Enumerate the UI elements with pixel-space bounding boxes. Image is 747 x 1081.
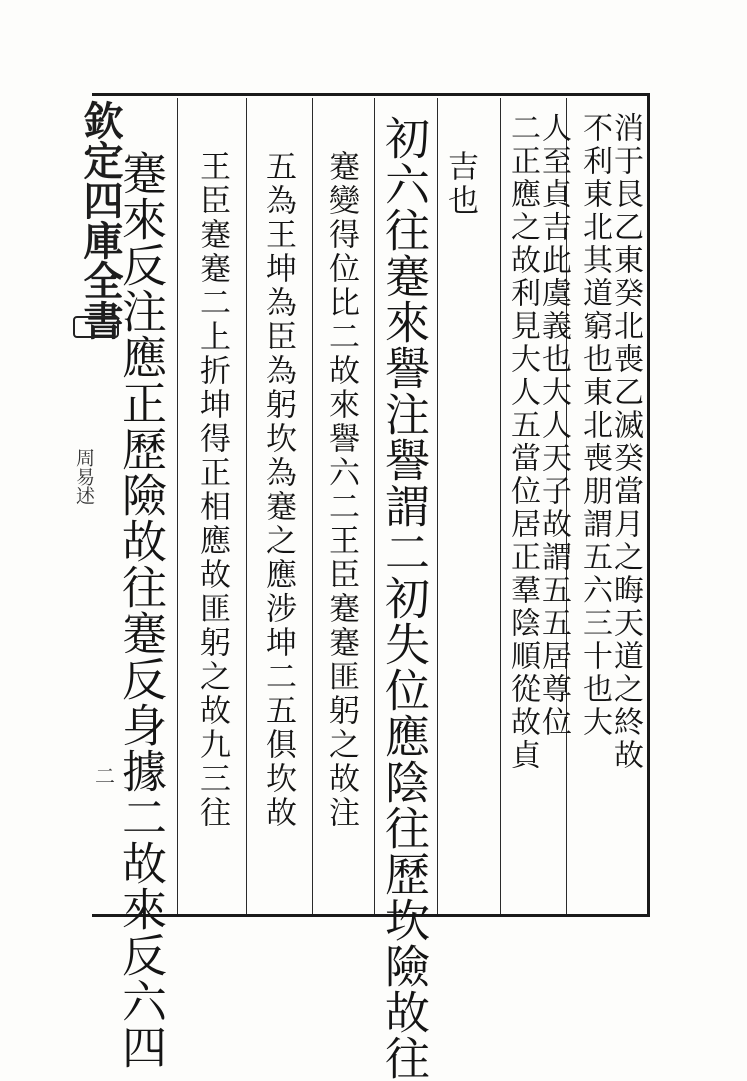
annotation-line: 二正應之故利見大人五當位居正羣陰順從故貞 <box>505 112 540 772</box>
folio-number: 二 <box>95 764 115 788</box>
annotation-line: 人至貞吉此虞義也大人天子故謂五五居尊位 <box>536 112 571 739</box>
column-rule <box>312 98 313 914</box>
annotation-line: 消于艮乙東癸北喪乙滅癸當月之晦天道之終故 <box>608 112 643 772</box>
column-rule <box>374 98 375 914</box>
note-column-3: 吉也 <box>442 150 478 218</box>
annotation-column-1 <box>577 112 643 912</box>
edge-subtitle: 周易述 <box>73 448 95 505</box>
annotation-column-2 <box>505 112 571 912</box>
fishtail-mark-icon <box>73 316 119 338</box>
note-column-7: 王臣蹇蹇二上折坤得正相應故匪躬之故九三往 <box>194 150 230 830</box>
annotation-line: 不利東北其道窮也東北喪朋謂五六三十也大 <box>577 112 612 739</box>
column-rule <box>500 98 501 914</box>
note-column-6: 五為王坤為臣為躬坎為蹇之應涉坤二五俱坎故 <box>260 150 296 830</box>
column-rule <box>437 98 438 914</box>
column-rule <box>177 98 178 914</box>
edge-title: 欽定四庫全書 <box>77 100 124 340</box>
note-column-5: 蹇變得位比二故來譽六二王臣蹇蹇匪躬之故注 <box>323 150 359 830</box>
text-column-4: 初六往蹇來譽注譽謂二初失位應陰往歷坎險故往 <box>377 115 430 1081</box>
column-rule <box>246 98 247 914</box>
text-column-8: 蹇來反注應正歷險故往蹇反身據二故來反六四 <box>114 150 167 1070</box>
